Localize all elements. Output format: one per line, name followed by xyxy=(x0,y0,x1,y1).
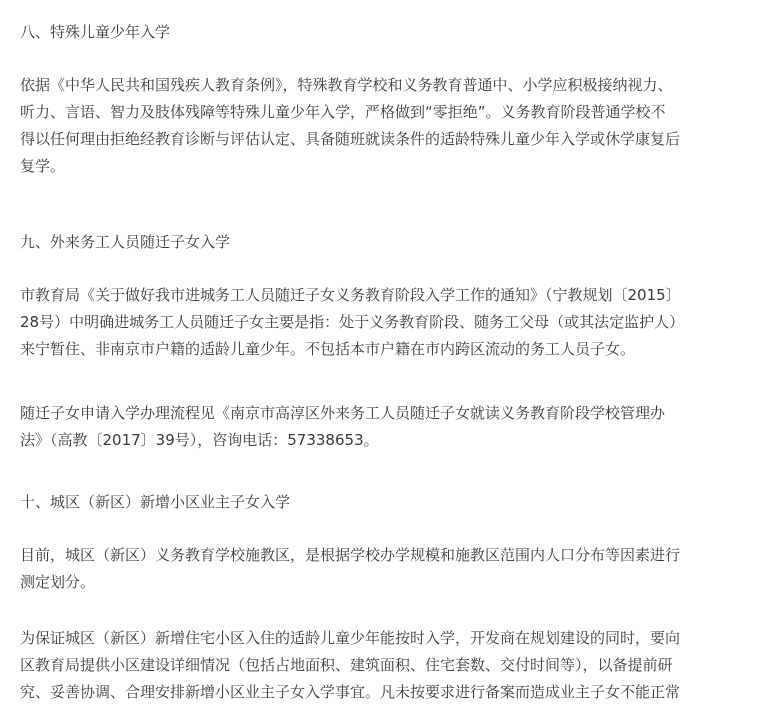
section-heading-10: 十、城区（新区）新增小区业主子女入学 xyxy=(20,493,291,511)
text-line: 究、妥善协调、合理安排新增小区业主子女入学事宜。凡未按要求进行备案而造成业主子女不能正常 xyxy=(20,683,681,701)
text-line: 28号）中明确进城务工人员随迁子女主要是指：处于义务教育阶段、随务工父母（或其法定监护人） xyxy=(20,313,685,331)
text-line: 随迁子女申请入学办理流程见《南京市高淳区外来务工人员随迁子女就读义务教育阶段学校管理办 xyxy=(20,404,666,422)
paragraph-school-district xyxy=(20,542,748,596)
section-heading-9: 九、外来务工人员随迁子女入学 xyxy=(20,233,231,251)
paragraph-new-residential xyxy=(20,625,748,706)
text-line: 法》（高教〔2017〕39号），咨询电话：57338653。 xyxy=(20,431,379,449)
section-heading-8: 八、特殊儿童少年入学 xyxy=(20,23,171,41)
text-line: 依据《中华人民共和国残疾人教育条例》，特殊教育学校和义务教育普通中、小学应积极接纳视力、 xyxy=(20,76,673,94)
paragraph-migrant-children-definition xyxy=(20,282,748,363)
text-line: 复学。 xyxy=(20,157,66,175)
text-line: 区教育局提供小区建设详细情况（包括占地面积、建筑面积、住宅套数、交付时间等），以备提前研 xyxy=(20,656,673,674)
text-line: 得以任何理由拒绝经教育诊断与评估认定、具备随班就读条件的适龄特殊儿童少年入学或休学康复后 xyxy=(20,130,681,148)
paragraph-migrant-children-process xyxy=(20,400,748,454)
text-line: 目前，城区（新区）义务教育学校施教区，是根据学校办学规模和施教区范围内人口分布等因素进行 xyxy=(20,546,681,564)
text-line: 市教育局《关于做好我市进城务工人员随迁子女义务教育阶段入学工作的通知》（宁教规划〔2015〕 xyxy=(20,286,681,304)
text-line: 测定划分。 xyxy=(20,573,96,591)
text-line: 来宁暂住、非南京市户籍的适龄儿童少年。不包括本市户籍在市内跨区流动的务工人员子女。 xyxy=(20,340,636,358)
text-line: 听力、言语、智力及肢体残障等特殊儿童少年入学，严格做到“零拒绝”。义务教育阶段普通学校不 xyxy=(20,103,666,121)
paragraph-special-children xyxy=(20,72,748,180)
text-line: 为保证城区（新区）新增住宅小区入住的适龄儿童少年能按时入学，开发商在规划建设的同时，要向 xyxy=(20,629,681,647)
